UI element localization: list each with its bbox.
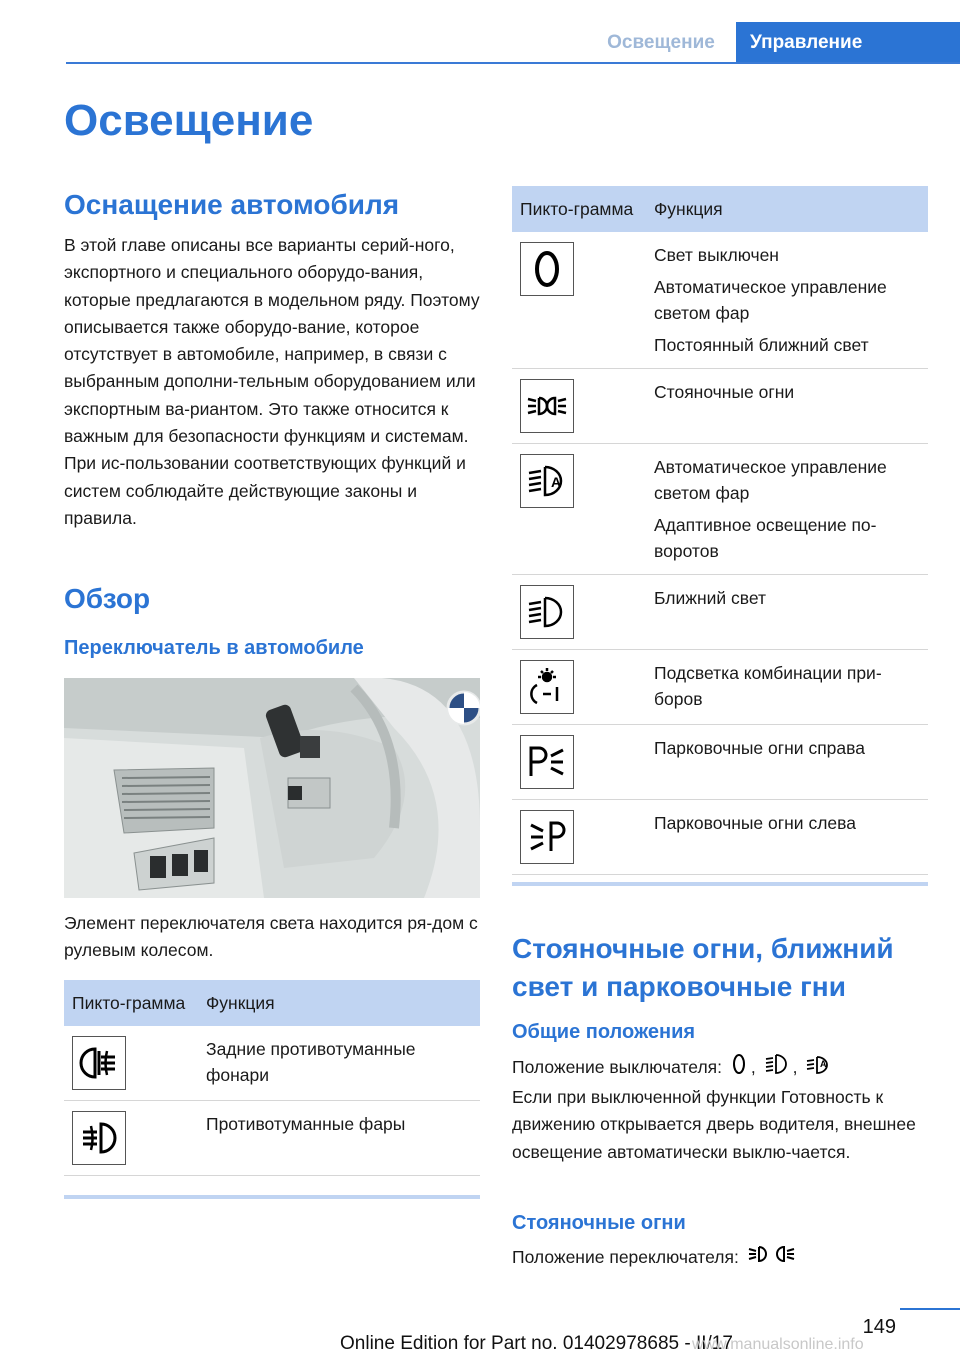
lights-off-icon [520, 242, 574, 296]
svg-text:A: A [820, 1059, 827, 1069]
function-text: Парковочные огни справа [654, 738, 865, 758]
table-row [512, 575, 928, 650]
parking-light-left-icon [520, 810, 574, 864]
parking-switch-label: Положение переключателя: [512, 1246, 739, 1267]
function-text: Парковочные огни слева [654, 813, 856, 833]
section-parking-lowbeam-title: Стояночные огни, ближний свет и парковочные гни [512, 933, 894, 1002]
col-header-pictogram: Пикто-грамма [64, 980, 198, 1026]
watermark: www.manualsonline.info [692, 1336, 864, 1353]
table-row [512, 369, 928, 444]
page-number: 149 [862, 1316, 896, 1338]
left-pictogram-table [64, 980, 480, 1176]
light-switch-photo [64, 678, 480, 898]
table-end-rule [512, 882, 928, 886]
table-row [64, 1026, 480, 1101]
table-row [512, 800, 928, 875]
switch-positions-line: Положение выключателя: , , A [512, 1053, 928, 1083]
col-header-function: Функция [198, 980, 480, 1026]
function-text: Подсветка комбинации при-боров [654, 663, 882, 709]
function-text: Ближний свет [654, 588, 767, 608]
section-tab[interactable]: Освещение [607, 32, 715, 53]
front-fog-light-icon [72, 1111, 126, 1165]
edition-line: Online Edition for Part no. 01402978685 - II/17 [340, 1333, 733, 1354]
rear-fog-light-icon [72, 1036, 126, 1090]
svg-text:A: A [551, 474, 562, 490]
table-row [512, 232, 928, 369]
instrument-lighting-icon [520, 660, 574, 714]
auto-headlight-icon [806, 1053, 830, 1083]
function-text: Постоянный ближний свет [654, 335, 869, 355]
table-row [64, 1101, 480, 1176]
function-text: Свет выключен [654, 245, 779, 265]
parking-lights-icon [520, 379, 574, 433]
table-row [512, 650, 928, 725]
function-text: Автоматическое управление светом фар [654, 457, 887, 503]
general-paragraph: Если при выключенной функции Готовность к движению открывается дверь водителя, внешнее освещение автоматически выклю-чается. [512, 1087, 916, 1162]
parking-switch-line [512, 1243, 928, 1273]
switch-in-vehicle-subtitle: Переключатель в автомобиле [64, 637, 364, 659]
function-text: Противотуманные фары [206, 1114, 406, 1134]
function-text: Адаптивное освещение по-воротов [654, 515, 877, 561]
chapter-tab[interactable]: Управление [736, 22, 960, 62]
table-row [512, 725, 928, 800]
header-bar [66, 22, 960, 64]
parking-light-right-icon [520, 735, 574, 789]
function-text: Стояночные огни [654, 382, 795, 402]
table-row [512, 444, 928, 575]
function-text: Автоматическое управление светом фар [654, 277, 887, 323]
col-header-function: Функция [646, 186, 928, 232]
section-equipment-title: Оснащение автомобиля [64, 189, 400, 220]
section-overview-title: Обзор [64, 583, 151, 614]
parking-lights-icon [748, 1243, 796, 1273]
photo-caption: Элемент переключателя света находится ря-дом с рулевым колесом. [64, 913, 478, 961]
low-beam-icon [765, 1053, 789, 1083]
auto-headlight-icon [520, 454, 574, 508]
page-title: Освещение [64, 96, 314, 145]
parking-lights-subtitle: Стояночные огни [512, 1212, 686, 1234]
switch-positions-label: Положение выключателя: [512, 1056, 723, 1077]
low-beam-icon [520, 585, 574, 639]
footer-rule [900, 1308, 960, 1310]
table-end-rule [64, 1195, 480, 1199]
function-text: Задние противотуманные фонари [206, 1039, 416, 1085]
general-subtitle: Общие положения [512, 1021, 696, 1043]
col-header-pictogram: Пикто-грамма [512, 186, 646, 232]
lights-off-icon [731, 1053, 747, 1083]
right-pictogram-table [512, 186, 928, 875]
equipment-paragraph: В этой главе описаны все варианты серий-ного, экспортного и специального оборудо-вания, которые предлагаются в модельном ряду. Поэтому описывается также оборудо-вание, которое отсутствует в автомобиле, например, в связи с выбранным дополни-тельным оборудованием или экспортным ва-риантом. Это также относится к важным для безопасности функциям и системам. При ис-пользовании соответствующих функций и систем соблюдайте действующие законы и правила. [64, 235, 480, 528]
